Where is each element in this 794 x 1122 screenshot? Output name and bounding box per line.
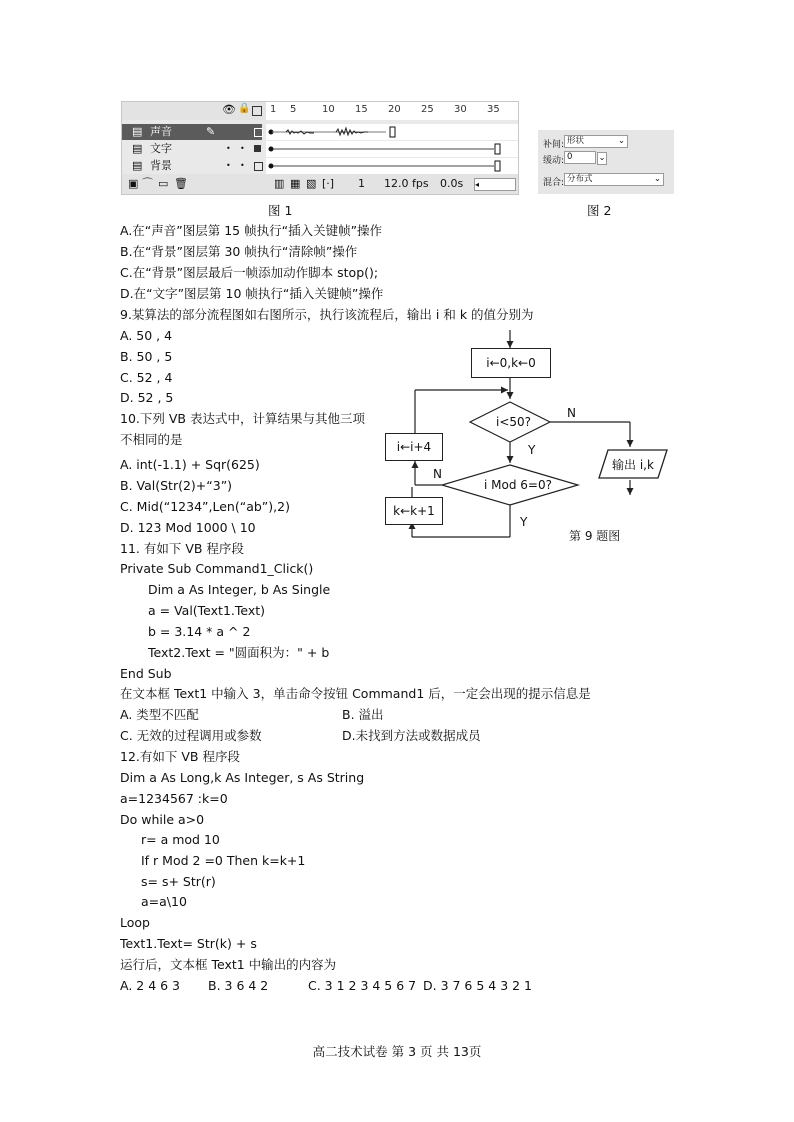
q9-stem: 9.某算法的部分流程图如右图所示，执行该流程后，输出 i 和 k 的值分别为 — [120, 307, 534, 322]
q11-stem: 11. 有如下 VB 程序段 — [120, 541, 244, 556]
frame-ruler[interactable] — [266, 102, 518, 120]
page-footer: 高二技术试卷 第 3 页 共 13页 — [312, 1044, 482, 1059]
ruler-tick: 15 — [355, 104, 368, 115]
layer-icon: ▤ — [132, 142, 143, 155]
frame-rate: 12.0 fps — [384, 177, 429, 190]
q10-stem-cont: 不相同的是 — [120, 432, 183, 447]
flow-inc-k-box: k←k+1 — [385, 497, 443, 525]
layer-name: 文字 — [150, 142, 172, 155]
ruler-tick: 1 — [270, 104, 277, 115]
layer-name: 声音 — [150, 125, 172, 138]
flow-yes-label: Y — [528, 443, 536, 457]
ruler-tick: 10 — [322, 104, 335, 115]
q11-option-d: D.未找到方法或数据成员 — [342, 728, 481, 743]
flow-init-box: i←0,k←0 — [471, 348, 551, 378]
q10-option-a: A. int(-1.1) + Sqr(625) — [120, 457, 260, 472]
q12-code-line: Loop — [120, 915, 150, 930]
q12-stem: 12.有如下 VB 程序段 — [120, 749, 240, 764]
new-layer-icon[interactable]: ▣ — [128, 177, 139, 190]
ruler-tick: 20 — [388, 104, 401, 115]
timeline-figure — [121, 101, 519, 195]
q9-option-b: B. 50 , 5 — [120, 349, 173, 364]
onion-outline-icon[interactable]: ▦ — [290, 177, 301, 190]
layer-row-background[interactable]: ▤ 背景 • • — [122, 158, 518, 174]
figure2-caption: 图 2 — [587, 203, 612, 218]
flow-yes-label: Y — [520, 515, 528, 529]
flow-cond2: i Mod 6=0? — [484, 478, 552, 492]
layer-track[interactable] — [266, 124, 518, 140]
outline-icon — [254, 128, 263, 137]
q12-option-d: D. 3 7 6 5 4 3 2 1 — [423, 978, 533, 993]
ruler-tick: 25 — [421, 104, 434, 115]
q11-code-line: Text2.Text = "圆面积为：" + b — [148, 645, 330, 660]
q11-code-line: b = 3.14 * a ^ 2 — [148, 624, 251, 639]
q12-code-line: a=1234567 :k=0 — [120, 791, 228, 806]
layer-name: 背景 — [150, 159, 172, 172]
q11-code-line: a = Val(Text1.Text) — [148, 603, 266, 618]
q8-option-d: D.在“文字”图层第 10 帧执行“插入关键帧”操作 — [120, 286, 384, 301]
flowchart-caption: 第 9 题图 — [569, 529, 621, 543]
timeline-status-bar — [122, 174, 518, 194]
tween-label: 补间: — [543, 140, 565, 150]
outline-icon — [254, 145, 261, 152]
text-layer-frames — [266, 141, 518, 157]
edit-frames-icon[interactable]: ▧ — [306, 177, 317, 190]
q12-option-a: A. 2 4 6 3 — [120, 978, 181, 993]
q12-code-line: If r Mod 2 =0 Then k=k+1 — [141, 853, 306, 868]
ruler-tick: 35 — [487, 104, 500, 115]
q12-code-line: Text1.Text= Str(k) + s — [120, 936, 257, 951]
flow-inc-i-box: i←i+4 — [385, 433, 443, 461]
ease-input[interactable]: 0 ⌄ — [564, 151, 596, 164]
q8-option-c: C.在“背景”图层最后一帧添加动作脚本 stop(); — [120, 265, 379, 280]
layer-icon: ▤ — [132, 125, 143, 138]
onion-markers-icon[interactable]: [·] — [322, 177, 335, 190]
q12-question: 运行后，文本框 Text1 中输出的内容为 — [120, 957, 337, 972]
blend-select[interactable]: 分布式 ⌄ — [564, 173, 664, 186]
flow-no-label: N — [433, 467, 442, 481]
ease-label: 缓动: — [543, 156, 565, 166]
q9-option-a: A. 50 , 4 — [120, 328, 173, 343]
tween-properties-panel — [538, 130, 674, 194]
sound-waveform — [266, 124, 518, 140]
pencil-icon: ✎ — [206, 125, 216, 138]
q12-option-c: C. 3 1 2 3 4 5 6 7 — [308, 978, 417, 993]
onion-skin-icon[interactable]: ▥ — [274, 177, 285, 190]
timeline-header — [122, 102, 266, 120]
q9-option-c: C. 52 , 4 — [120, 370, 173, 385]
layer-track[interactable] — [266, 158, 518, 174]
trash-icon[interactable]: 🗑 — [174, 177, 188, 190]
q11-option-b: B. 溢出 — [342, 707, 384, 722]
layer-icon: ▤ — [132, 159, 143, 172]
q11-option-a: A. 类型不匹配 — [120, 707, 199, 722]
q8-option-a: A.在“声音”图层第 15 帧执行“插入关键帧”操作 — [120, 223, 383, 238]
outline-icon[interactable] — [252, 106, 262, 116]
figure1-caption: 图 1 — [268, 203, 293, 218]
flow-cond1: i<50? — [496, 415, 532, 429]
blend-label: 混合: — [543, 178, 565, 188]
flow-no-label: N — [567, 406, 576, 420]
q10-option-b: B. Val(Str(2)+“3”) — [120, 478, 233, 493]
q11-code-line: Dim a As Integer, b As Single — [148, 582, 331, 597]
outline-icon — [254, 162, 263, 171]
q10-stem: 10.下列 VB 表达式中，计算结果与其他三项 — [120, 411, 365, 426]
q11-code-line: End Sub — [120, 666, 172, 681]
q10-option-c: C. Mid(“1234”,Len(“ab”),2) — [120, 499, 290, 514]
q12-code-line: Do while a>0 — [120, 812, 205, 827]
q8-option-b: B.在“背景”图层第 30 帧执行“清除帧”操作 — [120, 244, 358, 259]
motion-guide-icon[interactable]: ⌒ — [142, 177, 153, 190]
q11-option-c: C. 无效的过程调用或参数 — [120, 728, 262, 743]
eye-icon[interactable]: 👁 — [222, 103, 236, 116]
scroll-left-icon[interactable]: ◂ — [474, 178, 516, 191]
q11-code-line: Private Sub Command1_Click() — [120, 561, 314, 576]
q11-question: 在文本框 Text1 中输入 3，单击命令按钮 Command1 后，一定会出现的提示信息是 — [120, 686, 591, 701]
layer-row-sound[interactable] — [122, 124, 518, 140]
elapsed-time: 0.0s — [440, 177, 464, 190]
layer-track[interactable] — [266, 141, 518, 157]
q10-option-d: D. 123 Mod 1000 \ 10 — [120, 520, 256, 535]
background-layer-frames — [266, 158, 518, 174]
q12-code-line: Dim a As Long,k As Integer, s As String — [120, 770, 365, 785]
q12-code-line: r= a mod 10 — [141, 832, 220, 847]
lock-icon[interactable]: 🔒 — [238, 103, 251, 114]
q12-option-b: B. 3 6 4 2 — [208, 978, 269, 993]
ruler-tick: 5 — [290, 104, 297, 115]
q12-code-line: s= s+ Str(r) — [141, 874, 216, 889]
flow-output-label: 输出 i,k — [612, 458, 654, 472]
current-frame: 1 — [358, 177, 365, 190]
folder-icon[interactable]: ▭ — [158, 177, 169, 190]
q9-option-d: D. 52 , 5 — [120, 390, 174, 405]
tween-select[interactable]: 形状 ⌄ — [564, 135, 628, 148]
layer-row-text[interactable]: ▤ 文字 • • — [122, 141, 518, 157]
ruler-tick: 30 — [454, 104, 467, 115]
flow-output-box — [598, 449, 668, 479]
q12-code-line: a=a\10 — [141, 894, 187, 909]
